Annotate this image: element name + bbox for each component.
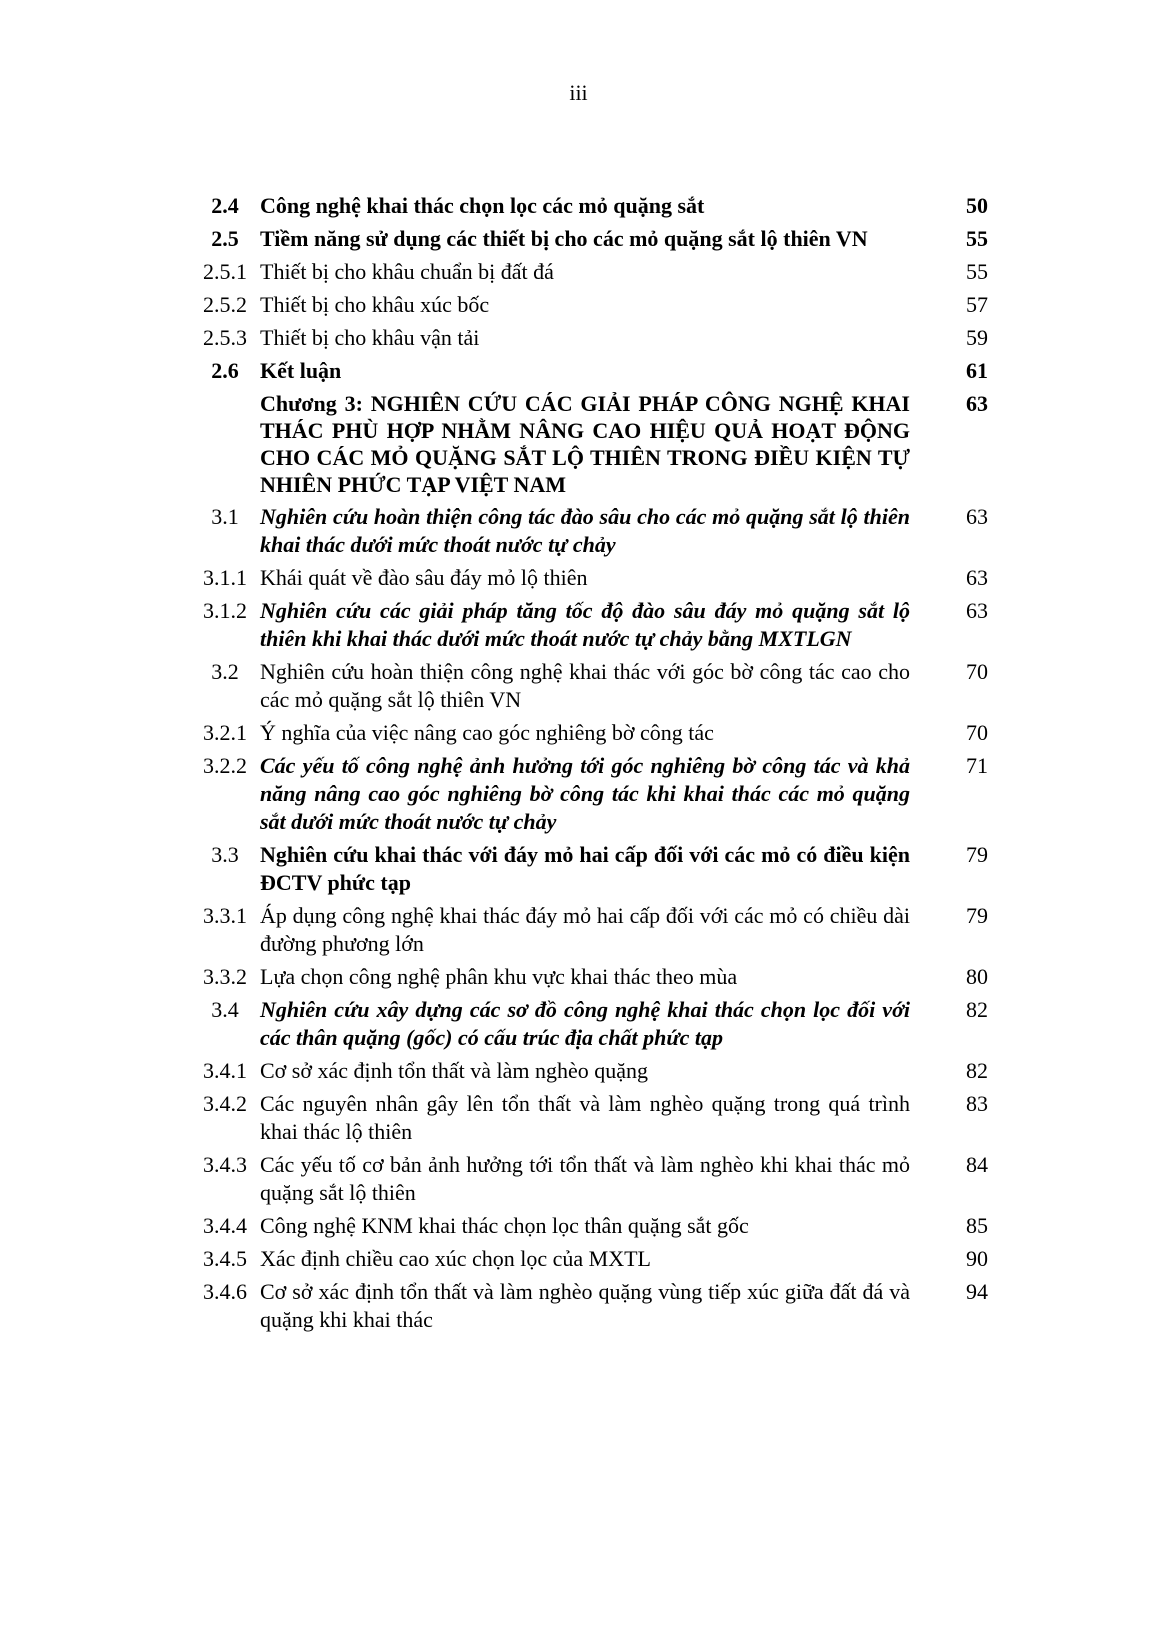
toc-number: 2.5.1 [203,259,247,284]
toc-number: 2.5.2 [203,292,247,317]
toc-entry-3-4[interactable] [190,996,990,1052]
toc-title: Các yếu tố công nghệ ảnh hưởng tới góc nghiêng bờ công tác và khả năng nâng cao góc nghiêng bờ công tác khi khai thác các mỏ quặng sắt dưới mức thoát nước tự chảy [260,753,910,834]
toc-title: Thiết bị cho khâu xúc bốc [260,292,490,317]
toc-title: Nghiên cứu các giải pháp tăng tốc độ đào sâu đáy mỏ quặng sắt lộ thiên khi khai thác dưới mức thoát nước tự chảy bằng MXTLGN [260,598,910,651]
toc-title: Nghiên cứu khai thác với đáy mỏ hai cấp đối với các mỏ có điều kiện ĐCTV phức tạp [260,842,910,895]
toc-entry-3-4-4[interactable] [190,1212,990,1240]
toc-page: 61 [966,358,988,383]
toc-number: 3.2 [211,659,239,684]
toc-entry-3-4-5[interactable] [190,1245,990,1273]
toc-number: 2.5.3 [203,325,247,350]
toc-page: 63 [966,504,988,529]
toc-entry-3-1[interactable] [190,503,990,559]
toc-page: 57 [966,292,988,317]
toc-entry-3-3-1[interactable] [190,902,990,958]
toc-entry-3-4-3[interactable] [190,1151,990,1207]
toc-number: 3.4 [211,997,239,1022]
toc-entry-2-5[interactable] [190,225,990,253]
toc-number: 2.6 [211,358,239,383]
toc-title: Kết luận [260,358,342,383]
toc-title: Thiết bị cho khâu chuẩn bị đất đá [260,259,554,284]
toc-title: Ý nghĩa của việc nâng cao góc nghiêng bờ công tác [260,720,714,745]
toc-page: 63 [966,565,988,590]
toc-entry-3-4-6[interactable] [190,1278,990,1334]
toc-title: Thiết bị cho khâu vận tải [260,325,480,350]
toc-title: Các yếu tố cơ bản ảnh hưởng tới tổn thất và làm nghèo khi khai thác mỏ quặng sắt lộ thiên [260,1152,910,1205]
toc-page: 94 [966,1279,988,1304]
toc-entry-3-3-2[interactable] [190,963,990,991]
toc-entry-3-1-1[interactable] [190,564,990,592]
toc-page: 55 [966,259,988,284]
toc-number: 3.4.1 [203,1058,247,1083]
toc-number: 3.1.1 [203,565,247,590]
toc-page: 59 [966,325,988,350]
toc-number: 2.5 [211,226,239,251]
toc-title: Cơ sở xác định tổn thất và làm nghèo quặng [260,1058,649,1083]
toc-page: 70 [966,720,988,745]
toc-number: 3.4.4 [203,1213,247,1238]
toc-title: Tiềm năng sử dụng các thiết bị cho các mỏ quặng sắt lộ thiên VN [260,226,868,251]
toc-number: 3.2.2 [203,753,247,778]
toc-page: 90 [966,1246,988,1271]
toc-page: 80 [966,964,988,989]
toc-page: 50 [966,193,988,218]
toc-number: 2.4 [211,193,239,218]
toc-number: 3.4.5 [203,1246,247,1271]
toc-entry-3-2-2[interactable] [190,752,990,836]
toc-number: 3.1 [211,504,239,529]
toc-page: 70 [966,659,988,684]
toc-entry-chapter-3[interactable] [190,390,990,498]
page-number: iii [569,80,588,105]
toc-entry-3-4-2[interactable] [190,1090,990,1146]
toc-title: Áp dụng công nghệ khai thác đáy mỏ hai cấp đối với các mỏ có chiều dài đường phương lớn [260,903,910,956]
toc-title: Khái quát về đào sâu đáy mỏ lộ thiên [260,565,588,590]
toc-entry-3-1-2[interactable] [190,597,990,653]
toc-number: 3.4.6 [203,1279,247,1304]
toc-entry-2-5-3[interactable] [190,324,990,352]
toc-entry-2-5-2[interactable] [190,291,990,319]
toc-title: Cơ sở xác định tổn thất và làm nghèo quặng vùng tiếp xúc giữa đất đá và quặng khi khai thác [260,1279,910,1332]
toc-entry-3-2[interactable] [190,658,990,714]
toc-number: 3.3 [211,842,239,867]
toc-page: 79 [966,842,988,867]
toc-number: 3.3.2 [203,964,247,989]
toc-number: 3.4.2 [203,1091,247,1116]
toc-number: 3.2.1 [203,720,247,745]
toc-page: 63 [966,391,988,416]
toc-number: 3.4.3 [203,1152,247,1177]
toc-page: 82 [966,997,988,1022]
toc-page: 83 [966,1091,988,1116]
toc-entry-3-4-1[interactable] [190,1057,990,1085]
toc-title: Nghiên cứu hoàn thiện công tác đào sâu cho các mỏ quặng sắt lộ thiên khai thác dưới mức thoát nước tự chảy [260,504,910,557]
toc-title: Công nghệ khai thác chọn lọc các mỏ quặng sắt [260,193,705,218]
toc-page: 84 [966,1152,988,1177]
toc-title: Lựa chọn công nghệ phân khu vực khai thác theo mùa [260,964,738,989]
toc-entry-2-6[interactable] [190,357,990,385]
toc-entry-3-3[interactable] [190,841,990,897]
toc-number: 3.1.2 [203,598,247,623]
toc-page: 55 [966,226,988,251]
toc-title: Nghiên cứu xây dựng các sơ đồ công nghệ khai thác chọn lọc đối với các thân quặng (gốc) có cấu trúc địa chất phức tạp [260,997,910,1050]
toc-page: 85 [966,1213,988,1238]
toc-page: 71 [966,753,988,778]
toc-page: 63 [966,598,988,623]
toc-title: Xác định chiều cao xúc chọn lọc của MXTL [260,1246,651,1271]
toc-page: 79 [966,903,988,928]
toc-title: Chương 3: NGHIÊN CỨU CÁC GIẢI PHÁP CÔNG NGHỆ KHAI THÁC PHÙ HỢP NHẰM NÂNG CAO HIỆU QUẢ HOẠT ĐỘNG CHO CÁC MỎ QUẶNG SẮT LỘ THIÊN TRONG ĐIỀU KIỆN TỰ NHIÊN PHỨC TẠP VIỆT NAM [260,391,910,497]
toc-title: Các nguyên nhân gây lên tổn thất và làm nghèo quặng trong quá trình khai thác lộ thiên [260,1091,910,1144]
toc-entry-2-5-1[interactable] [190,258,990,286]
toc-entry-2-4[interactable] [190,192,990,220]
toc-title: Nghiên cứu hoàn thiện công nghệ khai thác với góc bờ công tác cao cho các mỏ quặng sắt lộ thiên VN [260,659,910,712]
table-of-contents [190,192,990,1339]
toc-title: Công nghệ KNM khai thác chọn lọc thân quặng sắt gốc [260,1213,749,1238]
toc-entry-3-2-1[interactable] [190,719,990,747]
toc-number: 3.3.1 [203,903,247,928]
toc-page: 82 [966,1058,988,1083]
